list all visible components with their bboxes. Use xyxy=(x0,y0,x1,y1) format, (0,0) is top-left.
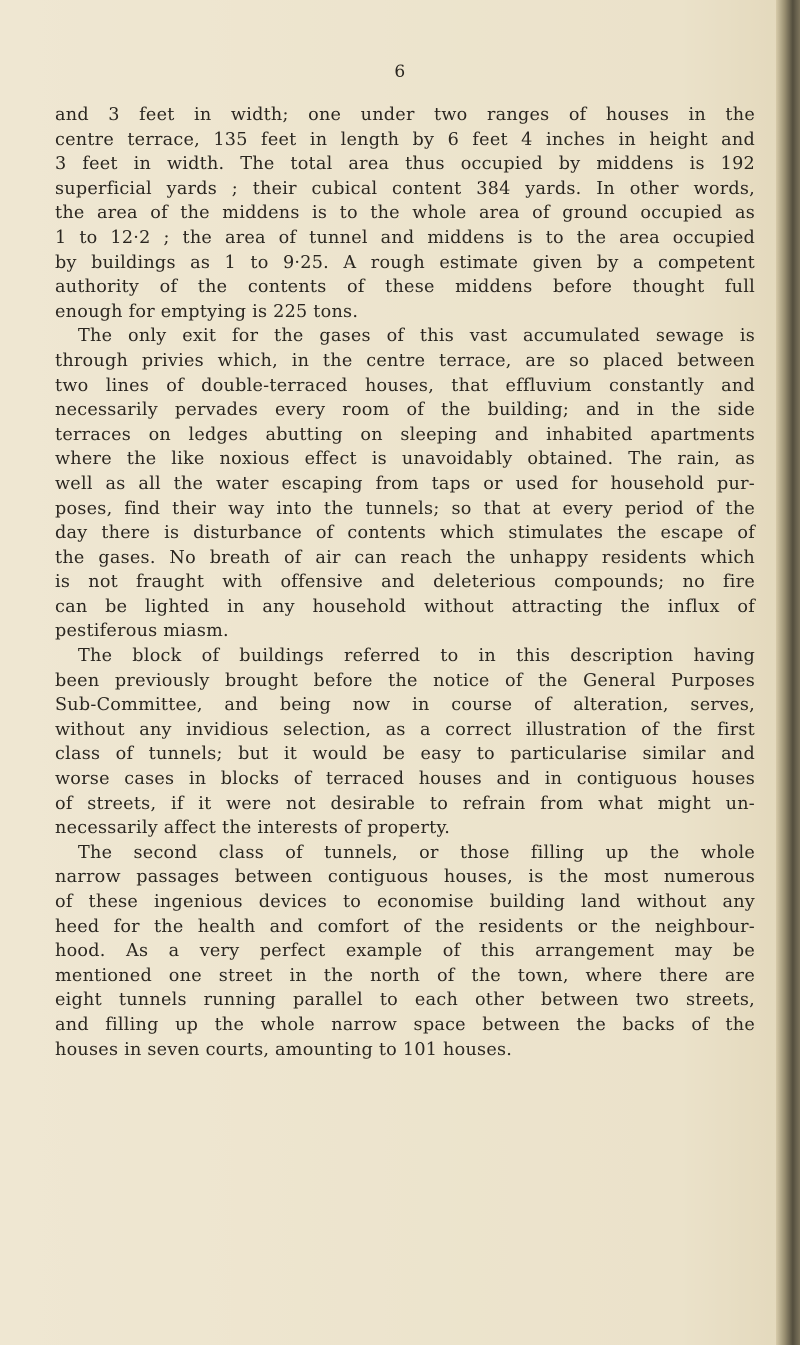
page-binding-edge xyxy=(776,0,800,1345)
text-line: superficial yards ; their cubical content 384 yards. In other words, xyxy=(55,178,755,199)
text-line: well as all the water escaping from taps or used for household pur- xyxy=(55,473,755,494)
text-line: necessarily affect the interests of property. xyxy=(55,818,451,839)
text-line: can be lighted in any household without attracting the influx of xyxy=(55,596,755,617)
text-line: through privies which, in the centre terrace, are so placed between xyxy=(55,350,755,371)
text-line: The second class of tunnels, or those filling up the whole xyxy=(78,842,755,863)
text-line: houses in seven courts, amounting to 101 houses. xyxy=(55,1039,513,1060)
text-line: mentioned one street in the north of the town, where there are xyxy=(55,965,755,986)
text-line: terraces on ledges abutting on sleeping and inhabited apartments xyxy=(55,424,755,445)
paragraph-2 xyxy=(55,324,755,644)
paragraph-4 xyxy=(55,841,755,1062)
text-line: of these ingenious devices to economise building land without any xyxy=(55,892,755,912)
text-line: authority of the contents of these middens before thought full xyxy=(55,277,755,298)
text-line: is not fraught with offensive and deleterious compounds; no fire xyxy=(55,572,755,593)
text-line: the gases. No breath of air can reach the unhappy residents which xyxy=(55,547,755,568)
text-line: pestiferous miasm. xyxy=(55,621,229,642)
text-line: by buildings as 1 to 9·25. A rough estimate given by a competent xyxy=(55,252,755,273)
paragraph-3 xyxy=(55,644,755,841)
text-line: eight tunnels running parallel to each other between two streets, xyxy=(55,990,755,1011)
text-line: without any invidious selection, as a correct illustration of the first xyxy=(55,719,755,740)
text-line: 3 feet in width. The total area thus occupied by middens is 192 xyxy=(55,154,755,175)
text-line: 1 to 12·2 ; the area of tunnel and middens is to the area occupied xyxy=(55,227,755,248)
text-line: of streets, if it were not desirable to refrain from what might un- xyxy=(55,793,755,814)
text-line: necessarily pervades every room of the building; and in the side xyxy=(55,400,755,421)
text-line: enough for emptying is 225 tons. xyxy=(55,301,359,322)
text-line: been previously brought before the notice of the General Purposes xyxy=(55,670,755,691)
text-line: worse cases in blocks of terraced houses and in contiguous houses xyxy=(55,769,755,790)
paragraph-1 xyxy=(55,103,755,324)
page-number: 6 xyxy=(394,62,406,82)
text-line: The block of buildings referred to in this description having xyxy=(78,646,755,667)
text-line: and 3 feet in width; one under two ranges of houses in the xyxy=(55,105,755,125)
text-line: narrow passages between contiguous houses, is the most numerous xyxy=(55,867,755,888)
text-line: class of tunnels; but it would be easy to particularise similar and xyxy=(55,744,755,765)
text-line: where the like noxious effect is unavoidably obtained. The rain, as xyxy=(55,449,755,470)
text-line: and filling up the whole narrow space between the backs of the xyxy=(55,1014,755,1035)
text-line: heed for the health and comfort of the residents or the neighbour- xyxy=(55,916,755,937)
body-text xyxy=(55,103,755,1062)
text-line: The only exit for the gases of this vast accumulated sewage is xyxy=(78,326,755,347)
text-line: Sub-Committee, and being now in course of alteration, serves, xyxy=(55,695,755,716)
text-line: day there is disturbance of contents which stimulates the escape of xyxy=(55,523,755,544)
text-line: poses, find their way into the tunnels; so that at every period of the xyxy=(55,498,755,519)
text-line: centre terrace, 135 feet in length by 6 feet 4 inches in height and xyxy=(55,129,755,150)
text-line: the area of the middens is to the whole area of ground occupied as xyxy=(55,203,755,224)
text-line: two lines of double-terraced houses, that effluvium constantly and xyxy=(55,375,755,396)
text-line: hood. As a very perfect example of this arrangement may be xyxy=(55,941,755,962)
